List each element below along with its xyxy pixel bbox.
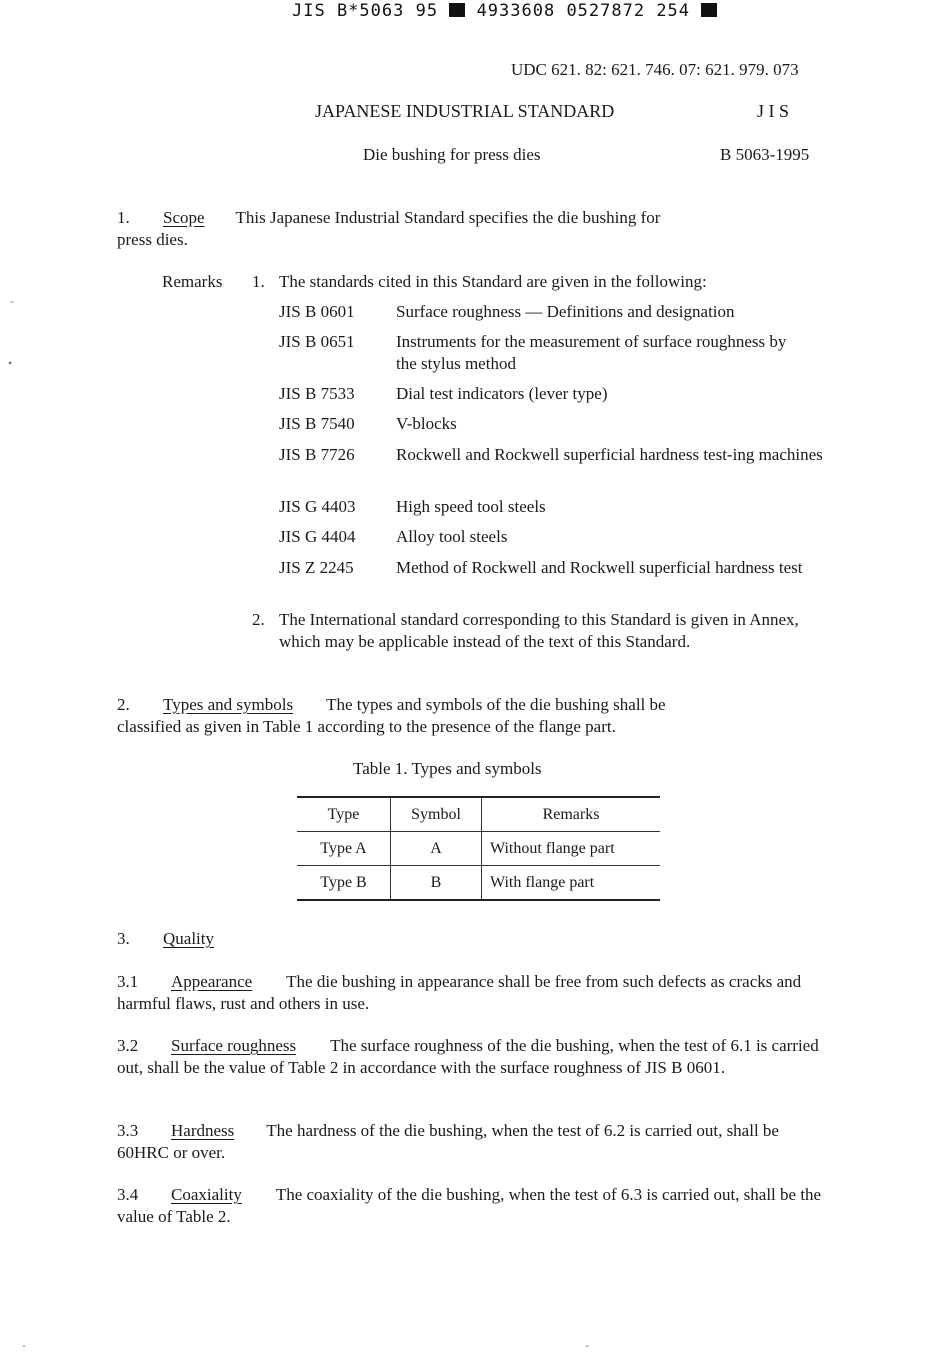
table-cell: B (391, 866, 482, 901)
reference-title: Surface roughness — Definitions and designation (396, 302, 735, 321)
subsection-text: The coaxiality of the die bushing, when the test of 6.3 is carried out, shall be the value of Table 2. (117, 1185, 822, 1226)
section-3-heading-line (117, 928, 214, 950)
reference-title: Alloy tool steels (396, 527, 508, 546)
scan-speck: - (22, 1338, 26, 1352)
table-cell: A (391, 832, 482, 866)
subsection-3-3 (117, 1120, 822, 1164)
subsection-text: The surface roughness of the die bushing, when the test of 6.1 is carried out, shall be the value of Table 2 in accordance with the surface roughness of JIS B 0601. (117, 1036, 819, 1077)
section-1-line1 (117, 207, 660, 229)
black-block-mark (449, 3, 465, 17)
table-cell: Type A (320, 839, 367, 857)
reference-code: JIS Z 2245 (279, 558, 354, 577)
subsection-number: 3.1 (117, 972, 139, 991)
black-block-mark (701, 3, 717, 17)
reference-title: Rockwell and Rockwell superficial hardness test-ing machines (396, 445, 823, 464)
reference-title: High speed tool steels (396, 497, 546, 516)
table-row (297, 866, 660, 901)
subsection-heading: Appearance (171, 972, 253, 991)
table-caption: Table 1. Types and symbols (353, 759, 542, 778)
reference-code: JIS G 4404 (279, 527, 356, 546)
section-2-line1 (117, 694, 666, 716)
section-number: 3. (117, 929, 130, 948)
remarks-item-text: The International standard corresponding to this Standard is given in Annex, which may be applicable instead of the text of this Standard. (279, 610, 799, 651)
subsection-heading: Coaxiality (171, 1185, 242, 1204)
reference-code: JIS B 7540 (279, 414, 355, 433)
remarks-item-number: 2. (252, 610, 265, 629)
reference-code: JIS B 7533 (279, 384, 355, 403)
section-text: This Japanese Industrial Standard specifies the die bushing for (235, 208, 661, 227)
section-heading: Types and symbols (163, 695, 294, 714)
reference-code: JIS B 0601 (279, 302, 355, 321)
remarks-item-text: The standards cited in this Standard are given in the following: (279, 272, 707, 291)
table-cell: Without flange part (482, 832, 661, 866)
document-code-part1: JIS B*5063 95 (292, 1, 439, 21)
subsection-heading: Surface roughness (171, 1036, 297, 1055)
subsection-text: The hardness of the die bushing, when the test of 6.2 is carried out, shall be 60HRC or over. (117, 1121, 779, 1162)
document-code-header (292, 0, 717, 22)
udc-code: UDC 621. 82: 621. 746. 07: 621. 979. 073 (511, 60, 799, 79)
reference-title: Method of Rockwell and Rockwell superficial hardness test (396, 558, 803, 577)
subsection-number: 3.2 (117, 1036, 139, 1055)
column-header: Symbol (391, 797, 482, 832)
document-code-part2: 4933608 0527872 254 (476, 1, 691, 21)
types-symbols-table (297, 796, 660, 901)
reference-title: Dial test indicators (lever type) (396, 384, 608, 403)
reference-title: Instruments for the measurement of surface roughness by the stylus method (396, 332, 787, 373)
reference-title: V-blocks (396, 414, 457, 433)
scan-speck: • (8, 356, 13, 370)
table-cell: Type B (320, 873, 367, 891)
standard-number: B 5063-1995 (720, 145, 810, 164)
subsection-heading: Hardness (171, 1121, 235, 1140)
jis-mark: J I S (757, 101, 790, 121)
scan-speck: - (585, 1338, 589, 1352)
reference-code: JIS B 7726 (279, 445, 355, 464)
section-2-line2: classified as given in Table 1 according to the presence of the flange part. (117, 717, 616, 736)
subsection-number: 3.4 (117, 1185, 139, 1204)
subsection-number: 3.3 (117, 1121, 139, 1140)
section-number: 1. (117, 208, 130, 227)
column-header: Type (327, 805, 360, 823)
document-title: Die bushing for press dies (363, 145, 541, 164)
table-header-row (297, 797, 660, 832)
table-cell: With flange part (482, 866, 661, 901)
subsection-text: The die bushing in appearance shall be free from such defects as cracks and harmful flaws, rust and others in use. (117, 972, 802, 1013)
column-header: Remarks (482, 797, 661, 832)
table-row (297, 832, 660, 866)
standard-title: JAPANESE INDUSTRIAL STANDARD (315, 101, 615, 121)
section-heading: Scope (163, 208, 205, 227)
remarks-item-number: 1. (252, 272, 265, 291)
section-text: The types and symbols of the die bushing shall be (326, 695, 666, 714)
section-heading: Quality (163, 929, 214, 948)
reference-code: JIS G 4403 (279, 497, 356, 516)
reference-code: JIS B 0651 (279, 332, 355, 351)
scan-speck: - (10, 294, 14, 308)
subsection-3-4 (117, 1184, 822, 1228)
remarks-label: Remarks (162, 272, 223, 291)
subsection-3-2 (117, 1035, 822, 1079)
section-1-line2: press dies. (117, 230, 188, 249)
section-number: 2. (117, 695, 130, 714)
subsection-3-1 (117, 971, 822, 1015)
